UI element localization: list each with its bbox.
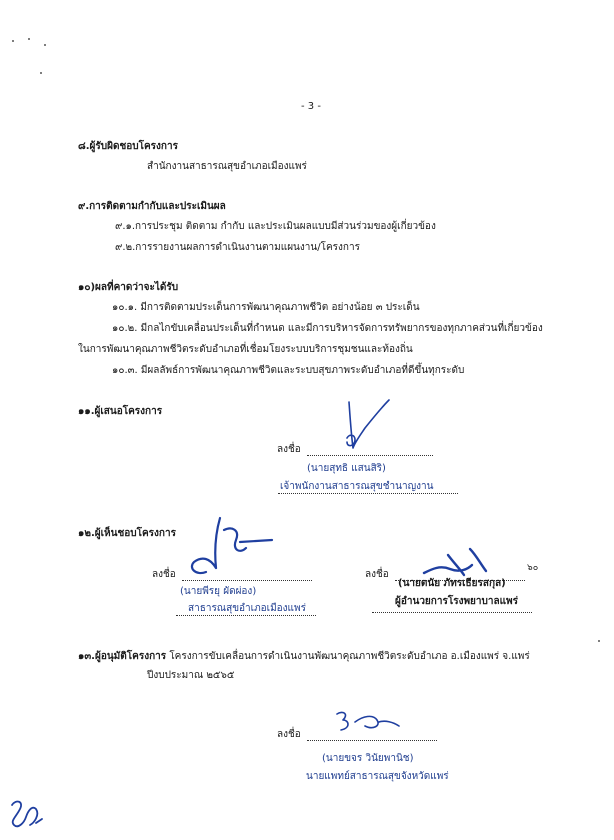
margin-note: ๖๐ <box>527 563 539 573</box>
approver-right-signature <box>420 545 490 581</box>
section-8-heading: ๘.ผู้รับผิดชอบโครงการ <box>78 141 178 152</box>
approver-left-position: สาธารณสุขอำเภอเมืองแพร่ <box>188 603 306 614</box>
final-approver-name: (นายขจร วินัยพานิช) <box>322 753 414 764</box>
scan-speck <box>44 44 46 46</box>
final-approver-signature <box>333 708 403 738</box>
approver-left-sign-label: ลงชื่อ <box>152 569 176 580</box>
section-8-body: สำนักงานสาธารณสุขอำเภอเมืองแพร่ <box>147 161 307 172</box>
signature-line <box>307 455 433 456</box>
page-number: - 3 - <box>301 101 321 112</box>
position-line <box>372 612 532 613</box>
section-9-heading: ๙.การติดตามกำกับและประเมินผล <box>78 201 226 212</box>
position-line <box>176 615 316 616</box>
section-10-heading: ๑๐)ผลที่คาดว่าจะได้รับ <box>78 282 179 293</box>
approver-left-signature <box>180 512 280 582</box>
scan-speck <box>12 40 14 42</box>
proposer-signature <box>335 398 395 460</box>
final-approver-sign-label: ลงชื่อ <box>277 729 301 740</box>
proposer-sign-label: ลงชื่อ <box>277 444 301 455</box>
scan-speck <box>598 640 600 642</box>
approver-right-sign-label: ลงชื่อ <box>365 569 389 580</box>
initials-mark <box>6 795 46 831</box>
section-9-item: ๙.๑.การประชุม ติดตาม กำกับ และประเมินผลแบบมีส่วนร่วมของผู้เกี่ยวข้อง <box>115 221 436 232</box>
section-13-text: โครงการขับเคลื่อนการดำเนินงานพัฒนาคุณภาพชีวิตระดับอำเภอ อ.เมืองแพร่ จ.แพร่ <box>169 651 530 662</box>
section-11-heading: ๑๑.ผู้เสนอโครงการ <box>78 406 163 417</box>
approver-right-name: (นายตนัย ภัทรเธียรสกุล) <box>398 578 506 589</box>
signature-line <box>307 740 437 741</box>
proposer-name: (นายสุทธิ แสนสิริ) <box>307 463 386 474</box>
section-9-item: ๙.๒.การรายงานผลการดำเนินงานตามแผนงาน/โครงการ <box>115 242 360 253</box>
approver-right-position: ผู้อำนวยการโรงพยาบาลแพร่ <box>395 596 519 607</box>
section-12-heading: ๑๒.ผู้เห็นชอบโครงการ <box>78 528 176 539</box>
section-13-heading: ๑๓.ผู้อนุมัติโครงการ <box>78 651 167 662</box>
section-10-item-continued: ในการพัฒนาคุณภาพชีวิตระดับอำเภอที่เชื่อมโยงระบบบริการชุมชนและท้องถิ่น <box>78 344 413 355</box>
position-line <box>278 493 458 494</box>
signature-line <box>182 580 312 581</box>
section-13-row <box>78 650 530 663</box>
section-10-item: ๑๐.๑. มีการติดตามประเด็นการพัฒนาคุณภาพชีวิต อย่างน้อย ๓ ประเด็น <box>112 302 420 313</box>
scan-speck <box>28 38 30 40</box>
scan-speck <box>40 72 42 74</box>
section-13-fiscal-year: ปีงบประมาณ ๒๕๖๕ <box>147 670 235 681</box>
section-10-item: ๑๐.๒. มีกลไกขับเคลื่อนประเด็นที่กำหนด และมีการบริหารจัดการทรัพยากรของทุกภาคส่วนที่เกี่ยวข้อง <box>112 323 543 334</box>
approver-left-name: (นายพีรยุ ผัดผ่อง) <box>180 586 257 597</box>
proposer-position: เจ้าพนักงานสาธารณสุขชำนาญงาน <box>280 481 434 492</box>
final-approver-position: นายแพทย์สาธารณสุขจังหวัดแพร่ <box>306 771 449 782</box>
section-10-item: ๑๐.๓. มีผลลัพธ์การพัฒนาคุณภาพชีวิตและระบบสุขภาพระดับอำเภอที่ดีขึ้นทุกระดับ <box>112 365 465 376</box>
